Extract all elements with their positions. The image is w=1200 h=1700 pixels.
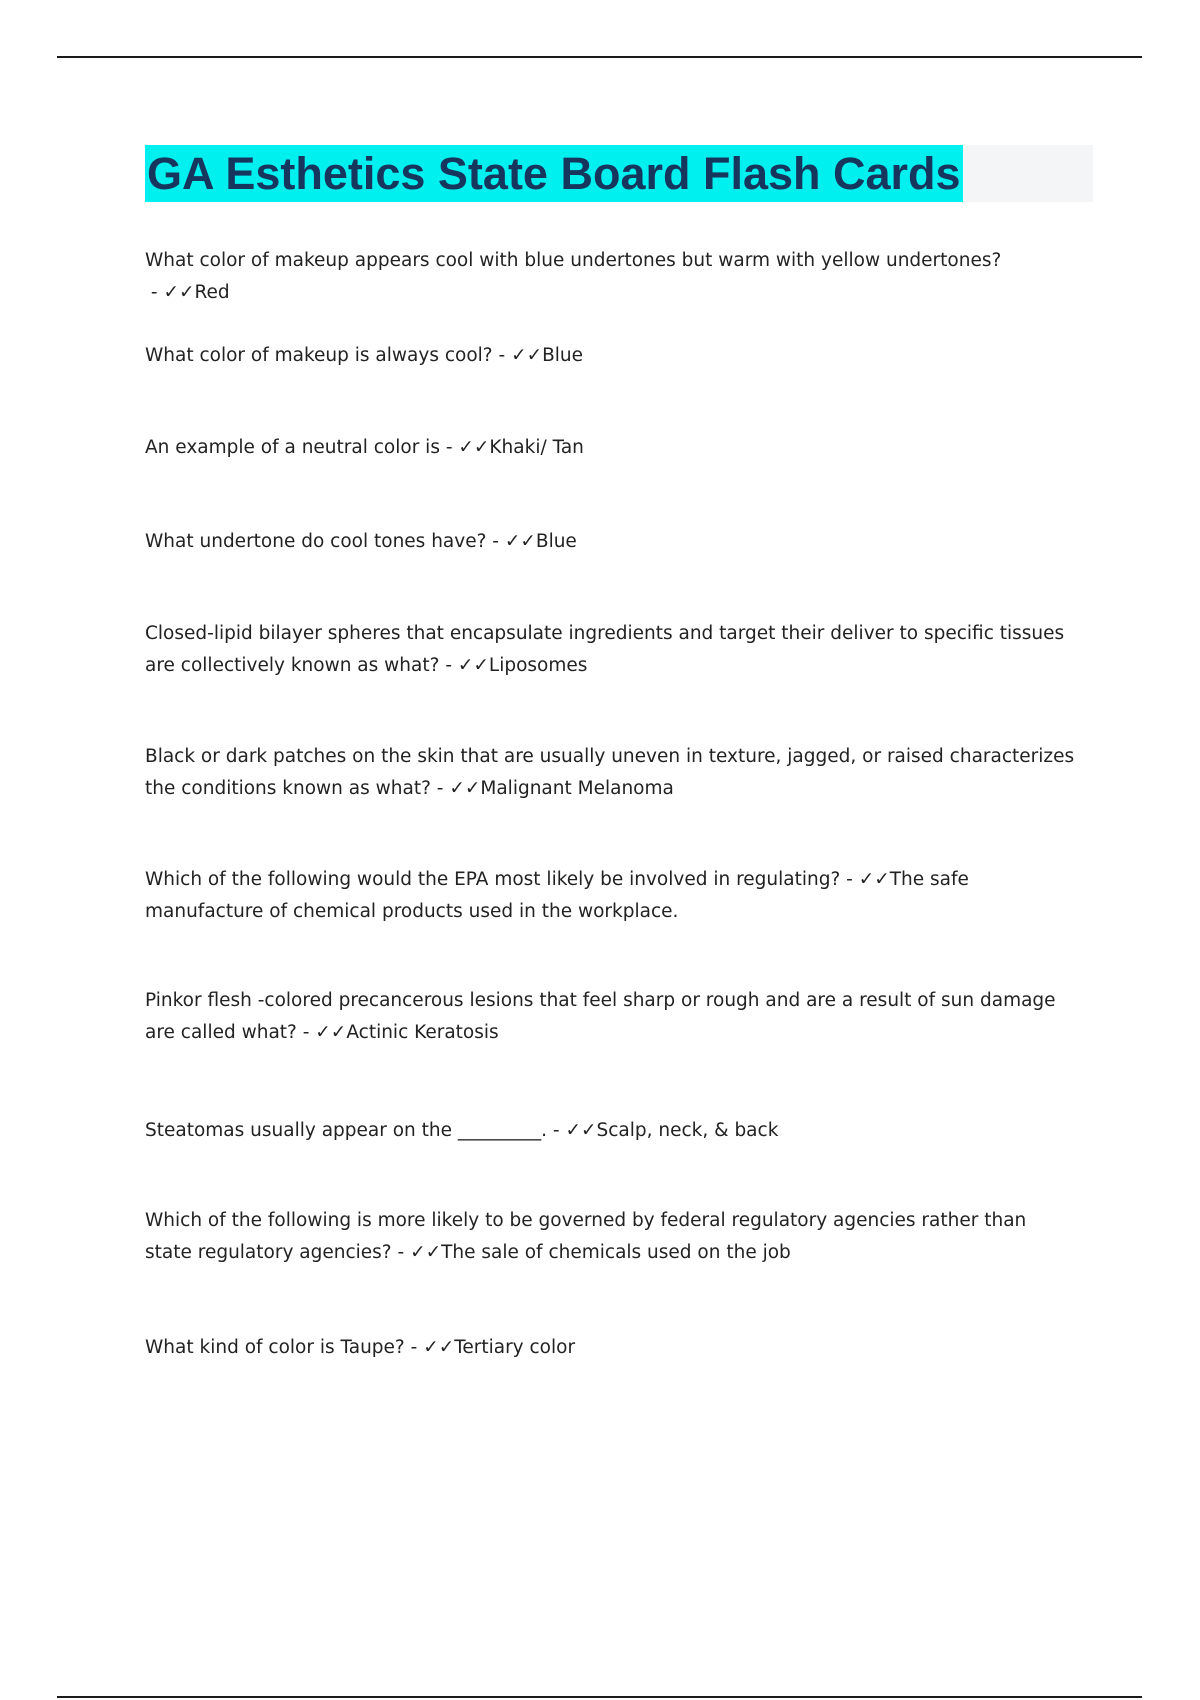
separator-text: - (492, 345, 512, 366)
separator-text: - (391, 1242, 411, 1263)
card-question: Pinkor flesh -colored precancerous lesions that feel sharp or rough and are a result of sun damage are called what? (145, 990, 1056, 1043)
separator-text: - (547, 1120, 566, 1141)
double-check-icon: ✓✓ (511, 345, 543, 366)
double-check-icon: ✓✓ (163, 282, 195, 303)
flash-card (145, 1115, 1075, 1147)
card-answer: The sale of chemicals used on the job (441, 1242, 791, 1263)
separator-text: - (430, 778, 450, 799)
card-question: What color of makeup is always cool? (145, 345, 493, 366)
separator-text: - (296, 1022, 316, 1043)
card-question: Closed-lipid bilayer spheres that encapsulate ingredients and target their deliver to specific tissues are collectively known as what? (145, 623, 1065, 676)
double-check-icon: ✓✓ (410, 1242, 442, 1263)
card-answer: Tertiary color (454, 1337, 576, 1358)
separator-text: - (439, 655, 458, 676)
separator-text: - (486, 531, 505, 552)
double-check-icon: ✓✓ (504, 531, 536, 552)
double-check-icon: ✓✓ (458, 437, 490, 458)
double-check-icon: ✓✓ (565, 1120, 597, 1141)
flash-card (145, 864, 1075, 928)
double-check-icon: ✓✓ (457, 655, 489, 676)
card-answer: Blue (535, 531, 577, 552)
card-question: Which of the following would the EPA most likely be involved in regulating? (145, 869, 841, 890)
card-answer: Malignant Melanoma (480, 778, 674, 799)
top-rule (57, 56, 1142, 58)
page-title: GA Esthetics State Board Flash Cards (145, 145, 963, 202)
flash-card (145, 1332, 1075, 1364)
double-check-icon: ✓✓ (315, 1022, 347, 1043)
flash-card (145, 618, 1075, 682)
flash-card (145, 432, 1075, 464)
card-answer: Scalp, neck, & back (596, 1120, 779, 1141)
bottom-rule (57, 1696, 1142, 1698)
card-answer: Red (194, 282, 230, 303)
card-answer: Blue (542, 345, 584, 366)
separator-text: - (145, 282, 164, 303)
card-question: Which of the following is more likely to be governed by federal regulatory agencies rather than state regulatory agencies? (145, 1210, 1027, 1263)
separator-text: - (439, 437, 459, 458)
card-question: Black or dark patches on the skin that are usually uneven in texture, jagged, or raised characterizes the conditions known as what? (145, 746, 1075, 799)
card-question: Steatomas usually appear on the _________. (145, 1120, 548, 1141)
flash-card (145, 1205, 1075, 1269)
flash-card (145, 741, 1075, 805)
flash-card (145, 340, 1075, 372)
card-question: What kind of color is Taupe? (145, 1337, 405, 1358)
card-answer: Actinic Keratosis (346, 1022, 499, 1043)
double-check-icon: ✓✓ (449, 778, 481, 799)
card-question: What undertone do cool tones have? (145, 531, 487, 552)
card-answer: Liposomes (488, 655, 588, 676)
flash-card (145, 985, 1075, 1049)
double-check-icon: ✓✓ (858, 869, 890, 890)
card-question: An example of a neutral color is (145, 437, 440, 458)
card-answer: Khaki/ Tan (489, 437, 584, 458)
separator-text: - (840, 869, 859, 890)
flash-card (145, 245, 1075, 309)
title-block (145, 145, 1093, 202)
card-answer: The safe manufacture of chemical products used in the workplace. (145, 869, 969, 922)
double-check-icon: ✓✓ (423, 1337, 455, 1358)
card-question: What color of makeup appears cool with blue undertones but warm with yellow undertones? (145, 250, 1002, 271)
separator-text: - (404, 1337, 424, 1358)
flash-card (145, 526, 1075, 558)
